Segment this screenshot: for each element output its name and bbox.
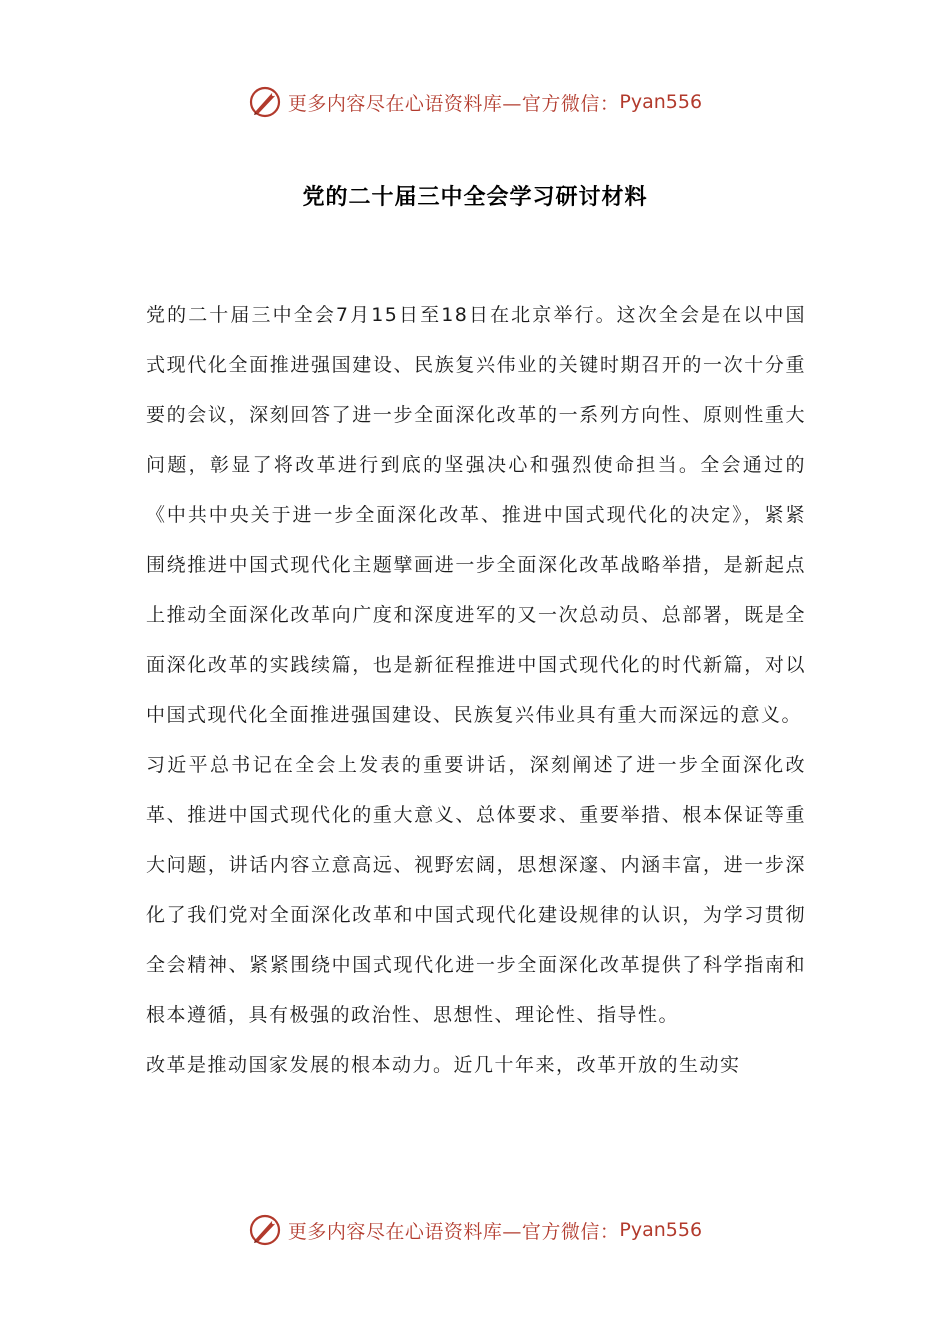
- paragraph: 习近平总书记在全会上发表的重要讲话，深刻阐述了进一步全面深化改革、推进中国式现代化的重大意义、总体要求、重要举措、根本保证等重大问题，讲话内容立意高远、视野宏阔，思想深邃、内涵丰富，进一步深化了我们党对全面深化改革和中国式现代化建设规律的认识，为学习贯彻全会精神、紧紧围绕中国式现代化进一步全面深化改革提供了科学指南和根本遵循，具有极强的政治性、思想性、理论性、指导性。: [146, 754, 806, 1026]
- banner-text: 更多内容尽在心语资料库—官方微信：: [287, 1220, 620, 1243]
- wechat-id: Pyan556: [619, 91, 703, 113]
- paragraph: 党的二十届三中全会7月15日至18日在北京举行。这次全会是在以中国式现代化全面推进强国建设、民族复兴伟业的关键时期召开的一次十分重要的会议，深刻回答了进一步全面深化改革的一系列方向性、原则性重大问题，彰显了将改革进行到底的坚强决心和强烈使命担当。全会通过的《中共中央关于进一步全面深化改革、推进中国式现代化的决定》，紧紧围绕推进中国式现代化主题擘画进一步全面深化改革战略举措，是新起点上推动全面深化改革向广度和深度进军的又一次总动员、总部署，既是全面深化改革的实践续篇，也是新征程推进中国式现代化的时代新篇，对以中国式现代化全面推进强国建设、民族复兴伟业具有重大而深远的意义。: [146, 304, 806, 726]
- footer-banner: [0, 1210, 950, 1250]
- pen-logo-icon: [248, 85, 282, 119]
- header-banner: [0, 82, 950, 122]
- wechat-id: Pyan556: [619, 1219, 703, 1241]
- document-body: [146, 290, 806, 1090]
- paragraph: 改革是推动国家发展的根本动力。近几十年来，改革开放的生动实: [146, 1054, 741, 1076]
- document-title: 党的二十届三中全会学习研讨材料: [302, 185, 648, 210]
- banner-text: 更多内容尽在心语资料库—官方微信：: [287, 92, 620, 115]
- pen-logo-icon: [248, 1213, 282, 1247]
